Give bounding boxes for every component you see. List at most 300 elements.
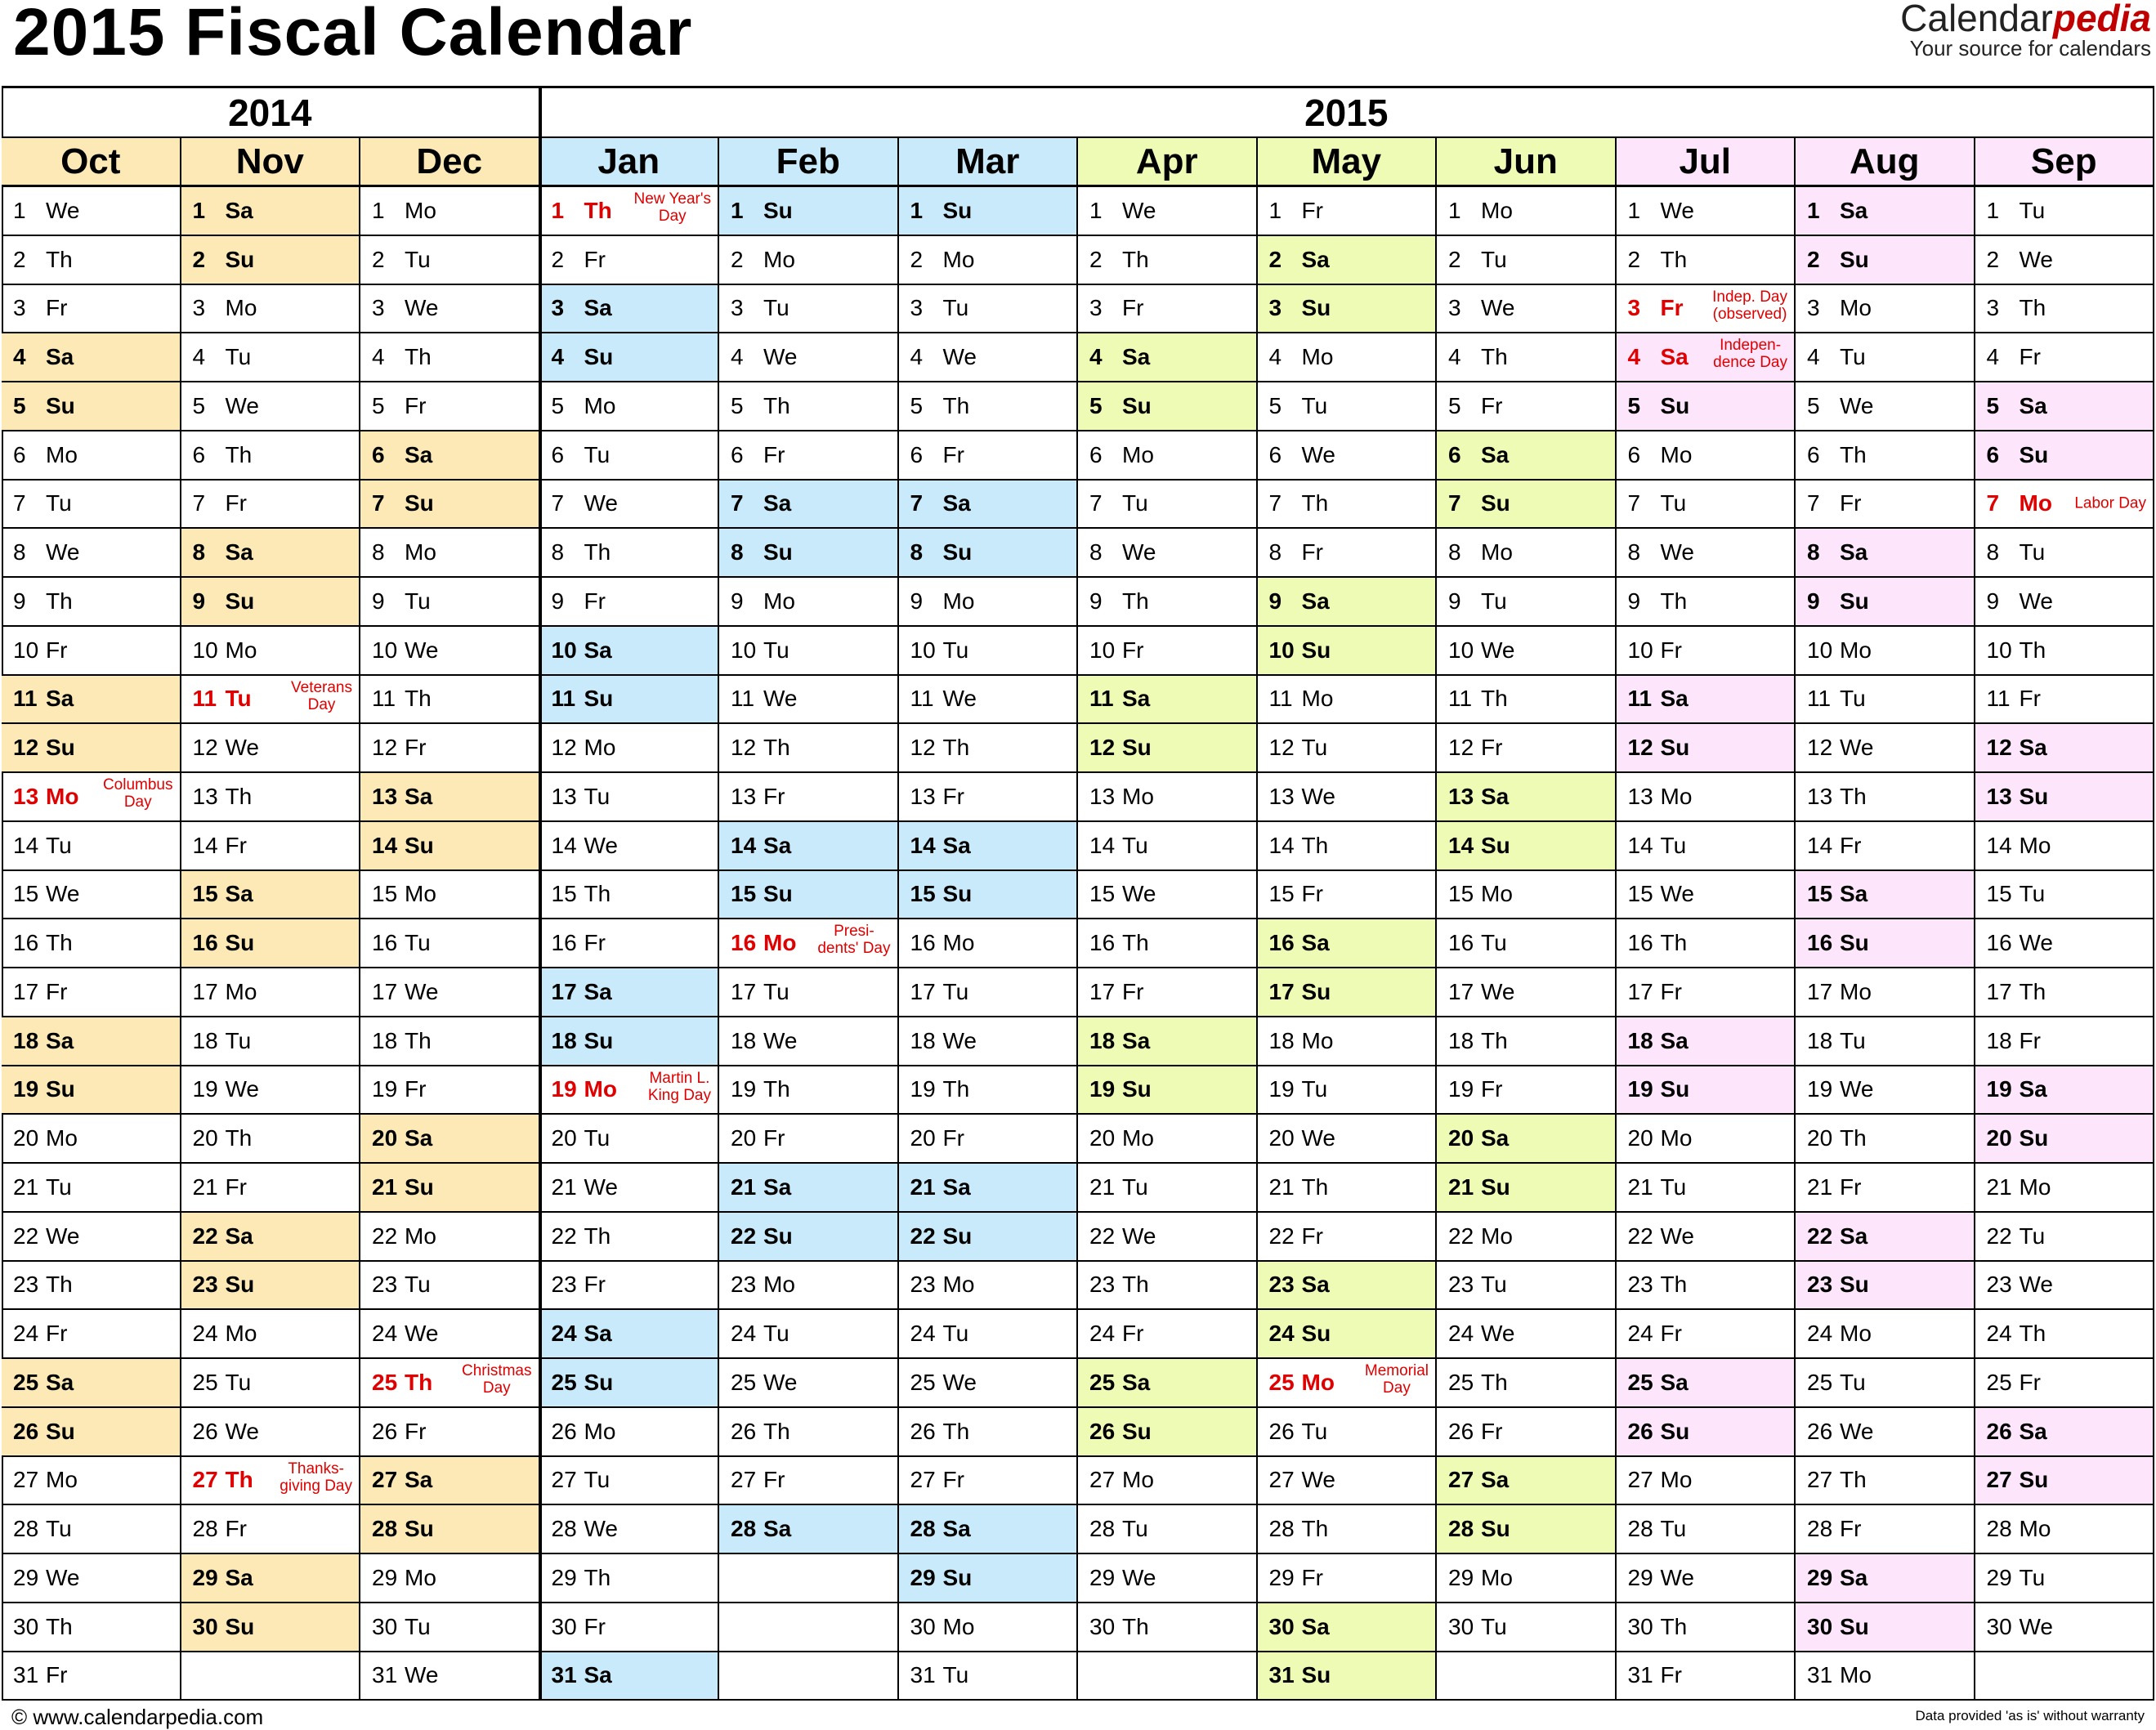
- day-cell-jun-1: [1437, 187, 1617, 236]
- weekday-label: We: [1660, 197, 1694, 223]
- day-cell-nov-24: [181, 1310, 361, 1359]
- weekday-label: Th: [1122, 588, 1149, 614]
- day-number: 27: [1807, 1467, 1833, 1493]
- day-number: 17: [1986, 978, 2012, 1004]
- weekday-label: We: [46, 1223, 80, 1249]
- day-number: 16: [1627, 930, 1653, 956]
- weekday-label: Mo: [1660, 1467, 1693, 1493]
- weekday-label: We: [942, 1027, 977, 1053]
- day-cell-jun-22: [1437, 1213, 1617, 1262]
- day-cell-oct-28: [2, 1505, 181, 1554]
- day-cell-apr-27: [1078, 1457, 1258, 1506]
- day-cell-sep-16: [1975, 919, 2155, 968]
- day-cell-dec-15: [360, 871, 540, 920]
- day-number: 18: [372, 1027, 398, 1053]
- brand-logo[interactable]: [1900, 0, 2151, 60]
- weekday-label: Th: [46, 1272, 73, 1298]
- day-number: 7: [551, 490, 565, 516]
- day-cell-apr-18: [1078, 1017, 1258, 1066]
- weekday-label: Su: [1660, 1418, 1690, 1444]
- day-number: 18: [1268, 1027, 1295, 1053]
- day-number: 17: [1627, 978, 1653, 1004]
- weekday-label: We: [46, 539, 80, 565]
- day-cell-sep-28: [1975, 1505, 2155, 1554]
- empty-cell: [1975, 1652, 2155, 1701]
- day-cell-apr-19: [1078, 1066, 1258, 1115]
- day-number: 15: [910, 881, 936, 907]
- day-number: 19: [13, 1076, 39, 1102]
- day-number: 25: [13, 1369, 39, 1395]
- weekday-label: We: [1122, 197, 1156, 223]
- day-cell-may-18: [1258, 1017, 1438, 1066]
- weekday-label: Fr: [46, 1321, 68, 1347]
- day-number: 17: [1448, 978, 1474, 1004]
- weekday-label: Fr: [1301, 1223, 1323, 1249]
- weekday-label: Th: [46, 1613, 73, 1639]
- weekday-label: Tu: [942, 1321, 969, 1347]
- weekday-label: Sa: [1481, 441, 1510, 467]
- day-cell-mar-27: [899, 1457, 1079, 1506]
- weekday-label: Sa: [584, 1662, 612, 1688]
- weekday-label: Su: [763, 539, 793, 565]
- day-number: 23: [1448, 1272, 1474, 1298]
- weekday-label: Su: [405, 832, 434, 858]
- day-cell-jul-25: [1617, 1359, 1796, 1408]
- day-cell-nov-10: [181, 627, 361, 676]
- weekday-label: Sa: [1840, 1564, 1868, 1590]
- weekday-label: Su: [225, 246, 255, 272]
- day-cell-aug-10: [1796, 627, 1975, 676]
- empty-cell: [1078, 1652, 1258, 1701]
- weekday-label: We: [1301, 441, 1335, 467]
- day-number: 4: [1986, 344, 2000, 370]
- footer-disclaimer: Data provided 'as is' without warranty: [1915, 1708, 2145, 1723]
- day-number: 24: [372, 1321, 398, 1347]
- weekday-label: Fr: [1840, 490, 1862, 516]
- day-number: 24: [1627, 1321, 1653, 1347]
- weekday-label: Fr: [405, 392, 427, 418]
- page-title: 2015 Fiscal Calendar: [13, 0, 693, 69]
- day-number: 20: [1986, 1125, 2012, 1151]
- month-header-may: May: [1258, 138, 1438, 187]
- weekday-label: Mo: [942, 246, 975, 272]
- weekday-label: Th: [2019, 1321, 2046, 1347]
- day-cell-nov-27: [181, 1457, 361, 1506]
- weekday-label: Mo: [405, 881, 436, 907]
- weekday-label: Sa: [584, 1321, 612, 1347]
- weekday-label: Th: [942, 1076, 970, 1102]
- weekday-label: Su: [1840, 246, 1869, 272]
- weekday-label: Sa: [1122, 344, 1151, 370]
- weekday-label: Tu: [1660, 490, 1687, 516]
- day-cell-aug-9: [1796, 578, 1975, 627]
- day-cell-feb-14: [719, 822, 899, 871]
- weekday-label: Mo: [1840, 978, 1872, 1004]
- weekday-label: Th: [1481, 1027, 1508, 1053]
- day-cell-jun-18: [1437, 1017, 1617, 1066]
- day-number: 21: [1268, 1173, 1295, 1200]
- day-number: 11: [551, 686, 576, 712]
- weekday-label: Th: [584, 539, 611, 565]
- weekday-label: Th: [1122, 1613, 1149, 1639]
- weekday-label: Su: [225, 1613, 255, 1639]
- weekday-label: Fr: [763, 1125, 785, 1151]
- weekday-label: Tu: [1660, 832, 1687, 858]
- day-number: 25: [192, 1369, 218, 1395]
- day-cell-feb-7: [719, 481, 899, 530]
- day-cell-aug-4: [1796, 333, 1975, 382]
- day-cell-sep-7: [1975, 481, 2155, 530]
- day-cell-jun-8: [1437, 529, 1617, 578]
- day-cell-oct-6: [2, 431, 181, 481]
- holiday-label: Thanks- giving Day: [280, 1460, 352, 1495]
- day-number: 27: [1627, 1467, 1653, 1493]
- day-number: 31: [1807, 1662, 1833, 1688]
- weekday-label: Su: [2019, 1467, 2049, 1493]
- day-number: 26: [13, 1418, 39, 1444]
- day-number: 19: [192, 1076, 218, 1102]
- weekday-label: Th: [1481, 1369, 1508, 1395]
- day-cell-aug-3: [1796, 285, 1975, 334]
- empty-cell: [719, 1603, 899, 1652]
- day-number: 5: [1089, 392, 1103, 418]
- day-number: 11: [731, 686, 755, 712]
- weekday-label: We: [763, 1027, 798, 1053]
- weekday-label: Fr: [1122, 637, 1144, 663]
- day-number: 16: [372, 930, 398, 956]
- weekday-label: Th: [763, 1418, 790, 1444]
- day-number: 5: [551, 392, 565, 418]
- weekday-label: Fr: [1481, 735, 1503, 761]
- day-number: 1: [1627, 197, 1641, 223]
- day-cell-feb-1: [719, 187, 899, 236]
- day-cell-mar-21: [899, 1164, 1079, 1213]
- day-cell-jan-26: [540, 1408, 720, 1457]
- day-cell-jul-20: [1617, 1115, 1796, 1164]
- day-cell-jan-27: [540, 1457, 720, 1506]
- weekday-label: Fr: [584, 246, 606, 272]
- day-number: 14: [1268, 832, 1295, 858]
- weekday-label: Fr: [1122, 295, 1144, 321]
- weekday-label: Fr: [1301, 539, 1323, 565]
- weekday-label: Tu: [763, 978, 789, 1004]
- day-number: 30: [13, 1613, 39, 1639]
- day-cell-jan-6: [540, 431, 720, 481]
- day-number: 8: [13, 539, 26, 565]
- weekday-label: Tu: [405, 246, 431, 272]
- day-cell-nov-29: [181, 1554, 361, 1603]
- day-number: 13: [1627, 783, 1653, 809]
- weekday-label: Th: [1301, 832, 1329, 858]
- day-number: 8: [910, 539, 924, 565]
- day-cell-jan-7: [540, 481, 720, 530]
- day-cell-jan-21: [540, 1164, 720, 1213]
- day-cell-jan-4: [540, 333, 720, 382]
- day-number: 5: [1627, 392, 1641, 418]
- weekday-label: Su: [225, 588, 255, 614]
- day-cell-feb-19: [719, 1066, 899, 1115]
- day-number: 4: [1627, 344, 1641, 370]
- day-number: 19: [1986, 1076, 2012, 1102]
- weekday-label: Th: [2019, 637, 2046, 663]
- day-cell-jan-28: [540, 1505, 720, 1554]
- day-cell-apr-17: [1078, 968, 1258, 1017]
- weekday-label: Sa: [225, 197, 253, 223]
- day-cell-nov-2: [181, 236, 361, 285]
- day-cell-nov-25: [181, 1359, 361, 1408]
- day-cell-feb-8: [719, 529, 899, 578]
- weekday-label: Tu: [225, 344, 252, 370]
- day-number: 11: [372, 686, 396, 712]
- day-cell-jan-3: [540, 285, 720, 334]
- day-number: 13: [1268, 783, 1295, 809]
- day-number: 6: [1448, 441, 1461, 467]
- day-cell-sep-3: [1975, 285, 2155, 334]
- day-number: 26: [910, 1418, 936, 1444]
- weekday-label: Sa: [584, 295, 612, 321]
- day-number: 27: [192, 1467, 218, 1493]
- day-number: 24: [1986, 1321, 2012, 1347]
- weekday-label: Tu: [763, 637, 789, 663]
- day-number: 10: [13, 637, 39, 663]
- weekday-label: Fr: [225, 1516, 247, 1542]
- weekday-label: We: [405, 1662, 439, 1688]
- day-cell-jun-7: [1437, 481, 1617, 530]
- weekday-label: Sa: [1301, 588, 1330, 614]
- day-cell-nov-16: [181, 919, 361, 968]
- day-cell-sep-17: [1975, 968, 2155, 1017]
- day-number: 14: [551, 832, 577, 858]
- weekday-label: Mo: [405, 1564, 436, 1590]
- day-number: 12: [1627, 735, 1653, 761]
- day-number: 7: [372, 490, 385, 516]
- day-number: 11: [1268, 686, 1293, 712]
- weekday-label: Sa: [46, 1027, 74, 1053]
- weekday-label: Su: [1122, 735, 1152, 761]
- day-number: 6: [1268, 441, 1282, 467]
- day-number: 12: [1448, 735, 1474, 761]
- day-cell-jul-8: [1617, 529, 1796, 578]
- day-cell-jan-15: [540, 871, 720, 920]
- day-cell-dec-25: [360, 1359, 540, 1408]
- day-number: 22: [910, 1223, 936, 1249]
- day-number: 21: [372, 1173, 398, 1200]
- weekday-label: Tu: [942, 978, 969, 1004]
- day-cell-may-25: [1258, 1359, 1438, 1408]
- day-cell-aug-5: [1796, 382, 1975, 431]
- weekday-label: Sa: [46, 1369, 74, 1395]
- weekday-label: Su: [1481, 1173, 1510, 1200]
- weekday-label: Fr: [1301, 881, 1323, 907]
- day-number: 6: [910, 441, 924, 467]
- weekday-label: Tu: [225, 1369, 252, 1395]
- weekday-label: Mo: [1481, 881, 1513, 907]
- day-number: 14: [1448, 832, 1474, 858]
- day-cell-mar-7: [899, 481, 1079, 530]
- day-number: 3: [1448, 295, 1461, 321]
- day-cell-apr-13: [1078, 773, 1258, 822]
- weekday-label: Su: [1840, 930, 1869, 956]
- day-cell-jun-26: [1437, 1408, 1617, 1457]
- day-number: 19: [1448, 1076, 1474, 1102]
- day-cell-jan-14: [540, 822, 720, 871]
- day-cell-jan-1: [540, 187, 720, 236]
- weekday-label: Mo: [1122, 1125, 1154, 1151]
- day-cell-dec-26: [360, 1408, 540, 1457]
- holiday-label: New Year's Day: [633, 190, 711, 225]
- day-number: 13: [1089, 783, 1116, 809]
- day-number: 29: [13, 1564, 39, 1590]
- day-number: 30: [1268, 1613, 1295, 1639]
- day-number: 30: [1986, 1613, 2012, 1639]
- day-number: 3: [1807, 295, 1820, 321]
- day-number: 21: [192, 1173, 218, 1200]
- day-number: 28: [1807, 1516, 1833, 1542]
- day-cell-oct-10: [2, 627, 181, 676]
- weekday-label: Tu: [942, 637, 969, 663]
- weekday-label: We: [2019, 246, 2053, 272]
- day-number: 13: [13, 783, 39, 809]
- month-header-jun: Jun: [1437, 138, 1617, 187]
- day-cell-jan-9: [540, 578, 720, 627]
- weekday-label: Tu: [1301, 1076, 1328, 1102]
- day-number: 13: [1807, 783, 1833, 809]
- day-cell-apr-22: [1078, 1213, 1258, 1262]
- day-number: 6: [1627, 441, 1641, 467]
- day-number: 30: [372, 1613, 398, 1639]
- day-number: 5: [372, 392, 385, 418]
- day-cell-jan-31: [540, 1652, 720, 1701]
- weekday-label: We: [46, 881, 80, 907]
- day-cell-nov-5: [181, 382, 361, 431]
- day-number: 29: [372, 1564, 398, 1590]
- day-cell-feb-10: [719, 627, 899, 676]
- day-number: 27: [1448, 1467, 1474, 1493]
- day-number: 19: [731, 1076, 757, 1102]
- day-cell-mar-25: [899, 1359, 1079, 1408]
- day-number: 30: [1627, 1613, 1653, 1639]
- day-cell-jun-3: [1437, 285, 1617, 334]
- day-number: 22: [1089, 1223, 1116, 1249]
- weekday-label: Tu: [2019, 881, 2046, 907]
- day-cell-nov-9: [181, 578, 361, 627]
- day-cell-mar-18: [899, 1017, 1079, 1066]
- weekday-label: Th: [763, 735, 790, 761]
- day-number: 24: [551, 1321, 577, 1347]
- weekday-label: Fr: [1840, 832, 1862, 858]
- day-number: 2: [1986, 246, 2000, 272]
- weekday-label: Mo: [46, 1125, 78, 1151]
- weekday-label: Tu: [1660, 1173, 1687, 1200]
- day-cell-jul-21: [1617, 1164, 1796, 1213]
- weekday-label: We: [1301, 783, 1335, 809]
- day-number: 29: [551, 1564, 577, 1590]
- day-number: 18: [1448, 1027, 1474, 1053]
- day-cell-may-6: [1258, 431, 1438, 481]
- weekday-label: Th: [1301, 1173, 1329, 1200]
- weekday-label: Sa: [1840, 539, 1868, 565]
- weekday-label: Su: [405, 490, 434, 516]
- weekday-label: Su: [942, 539, 973, 565]
- day-cell-may-26: [1258, 1408, 1438, 1457]
- day-number: 5: [910, 392, 924, 418]
- day-number: 12: [372, 735, 398, 761]
- weekday-label: Su: [763, 881, 793, 907]
- day-number: 10: [372, 637, 398, 663]
- day-cell-apr-24: [1078, 1310, 1258, 1359]
- weekday-label: Th: [1660, 588, 1688, 614]
- day-cell-sep-1: [1975, 187, 2155, 236]
- weekday-label: Th: [584, 197, 612, 223]
- day-number: 26: [1089, 1418, 1116, 1444]
- weekday-label: Fr: [942, 441, 964, 467]
- day-cell-dec-21: [360, 1164, 540, 1213]
- day-cell-may-15: [1258, 871, 1438, 920]
- day-cell-oct-13: [2, 773, 181, 822]
- day-cell-feb-11: [719, 676, 899, 725]
- weekday-label: Th: [1122, 246, 1149, 272]
- day-cell-jan-22: [540, 1213, 720, 1262]
- day-cell-aug-25: [1796, 1359, 1975, 1408]
- day-cell-feb-4: [719, 333, 899, 382]
- day-number: 21: [1089, 1173, 1116, 1200]
- day-number: 29: [1448, 1564, 1474, 1590]
- footer-url[interactable]: © www.calendarpedia.com: [11, 1705, 264, 1729]
- empty-cell: [719, 1554, 899, 1603]
- day-cell-sep-8: [1975, 529, 2155, 578]
- day-number: 24: [1448, 1321, 1474, 1347]
- weekday-label: Tu: [1301, 735, 1328, 761]
- day-cell-jun-13: [1437, 773, 1617, 822]
- day-cell-nov-13: [181, 773, 361, 822]
- day-number: 30: [192, 1613, 218, 1639]
- day-number: 15: [551, 881, 577, 907]
- holiday-label: Veterans Day: [291, 678, 352, 713]
- day-cell-jan-29: [540, 1554, 720, 1603]
- weekday-label: Mo: [763, 246, 795, 272]
- weekday-label: Su: [1301, 637, 1331, 663]
- day-number: 23: [192, 1272, 218, 1298]
- day-cell-nov-11: [181, 676, 361, 725]
- weekday-label: We: [1840, 392, 1874, 418]
- weekday-label: Tu: [2019, 1223, 2046, 1249]
- weekday-label: Sa: [1122, 1027, 1151, 1053]
- day-number: 13: [731, 783, 757, 809]
- day-cell-sep-2: [1975, 236, 2155, 285]
- day-cell-sep-15: [1975, 871, 2155, 920]
- day-cell-may-27: [1258, 1457, 1438, 1506]
- day-number: 3: [1268, 295, 1282, 321]
- day-cell-mar-20: [899, 1115, 1079, 1164]
- day-number: 5: [1986, 392, 2000, 418]
- day-number: 27: [13, 1467, 39, 1493]
- holiday-label: Presi- dents' Day: [817, 923, 891, 958]
- day-number: 7: [13, 490, 26, 516]
- day-number: 11: [1089, 686, 1114, 712]
- weekday-label: Fr: [584, 1613, 606, 1639]
- weekday-label: Su: [1301, 295, 1331, 321]
- day-cell-aug-24: [1796, 1310, 1975, 1359]
- day-cell-may-12: [1258, 724, 1438, 773]
- weekday-label: Tu: [763, 1321, 789, 1347]
- weekday-label: Mo: [1840, 1321, 1872, 1347]
- day-number: 24: [1089, 1321, 1116, 1347]
- day-number: 16: [1448, 930, 1474, 956]
- day-number: 7: [192, 490, 206, 516]
- day-number: 6: [1089, 441, 1103, 467]
- day-cell-sep-26: [1975, 1408, 2155, 1457]
- weekday-label: Mo: [405, 197, 436, 223]
